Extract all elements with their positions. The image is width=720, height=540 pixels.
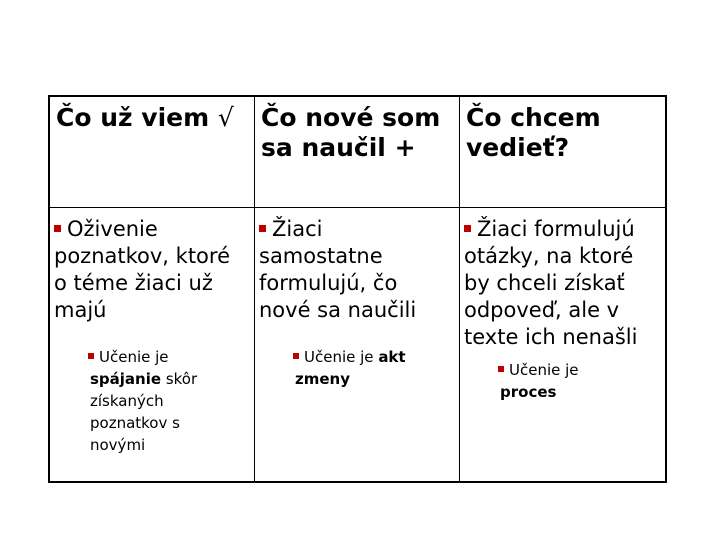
bullet-square-icon	[498, 366, 504, 372]
bullet-square-icon	[293, 353, 299, 359]
bullet-square-icon	[88, 353, 94, 359]
main-item-want: Žiaci formulujú otázky, na ktoré by chceli získať odpoveď, ale v texte ich nenašli	[464, 217, 638, 349]
sub-item-know: Učenie je spájanie skôr získaných poznatkov s novými	[90, 348, 198, 454]
header-cell-want	[460, 96, 667, 208]
header-know-text: Čo už viem	[56, 103, 210, 132]
bullet-square-icon	[54, 225, 61, 232]
header-cell-know	[49, 96, 255, 208]
bullet-square-icon	[464, 225, 471, 232]
check-symbol: √	[217, 103, 234, 132]
content-cell-learned	[255, 208, 460, 483]
header-row	[49, 96, 666, 208]
content-row	[49, 208, 666, 483]
sub-item-learned: Učenie je akt zmeny	[295, 348, 406, 388]
kwl-table	[48, 95, 667, 483]
header-cell-learned	[255, 96, 460, 208]
header-learned-line2: sa naučil	[261, 133, 386, 162]
content-cell-know	[49, 208, 255, 483]
sub-item-want: Učenie je proces	[500, 361, 579, 401]
content-cell-want	[460, 208, 667, 483]
header-want-line1: Čo chcem	[466, 103, 601, 132]
plus-symbol: +	[394, 133, 416, 162]
header-learned-line1: Čo nové som	[261, 103, 441, 132]
question-symbol: ?	[554, 133, 570, 162]
bullet-square-icon	[259, 225, 266, 232]
main-item-learned: Žiaci samostatne formulujú, čo nové sa naučili	[259, 217, 417, 322]
header-want-line2: vedieť	[466, 133, 555, 162]
main-item-know: Oživenie poznatkov, ktoré o téme žiaci už majú	[54, 217, 230, 322]
